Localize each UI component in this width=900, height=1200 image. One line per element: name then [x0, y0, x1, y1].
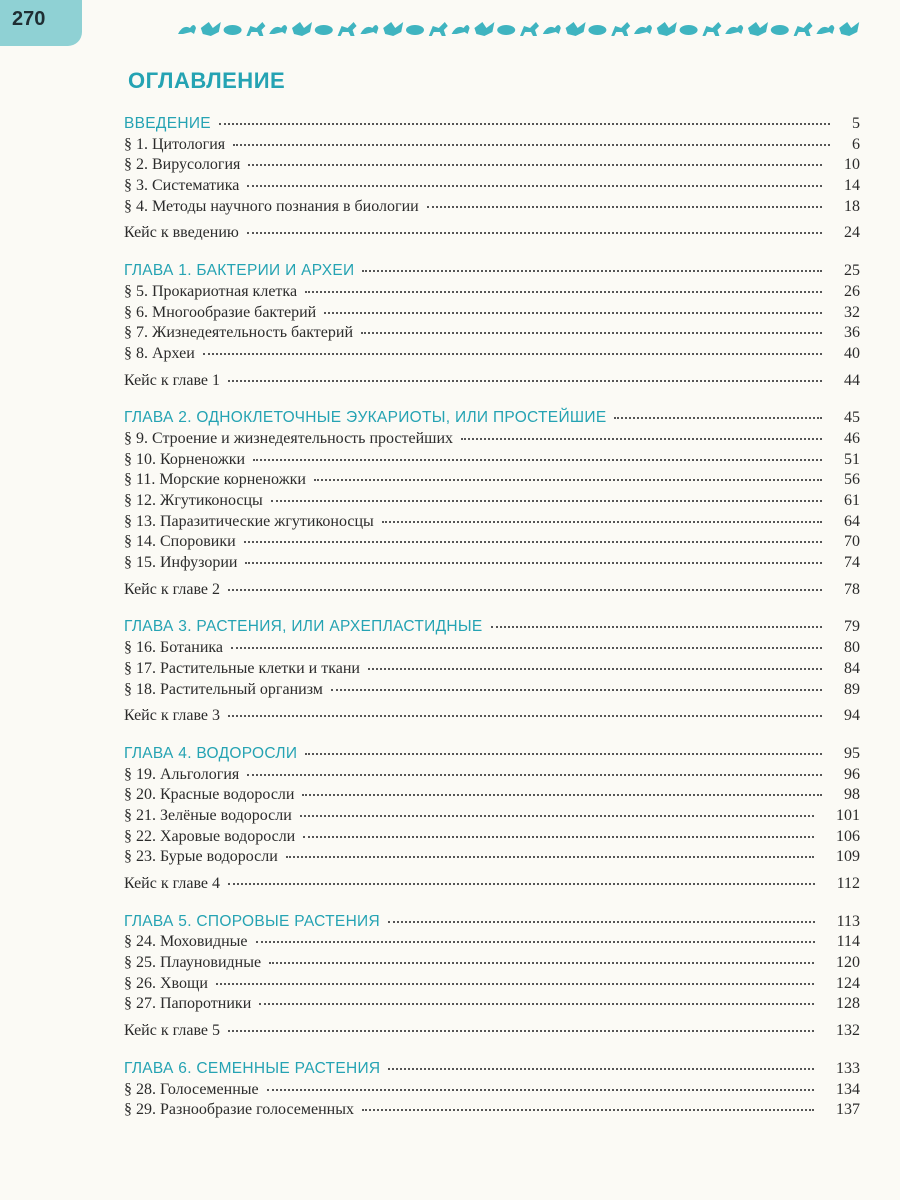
- entry-title: Кейс к главе 5: [124, 1022, 220, 1040]
- entry-page-number: 5: [852, 115, 860, 132]
- toc-section: [124, 1059, 860, 1121]
- animal-silhouette-icon: [611, 22, 630, 36]
- dot-leader: [314, 479, 822, 481]
- toc-entry[interactable]: [124, 197, 860, 218]
- dot-leader: [253, 459, 822, 461]
- entry-title: § 27. Папоротники: [124, 995, 252, 1013]
- dot-leader: [324, 312, 822, 314]
- entry-page-number: 114: [836, 933, 860, 951]
- case-entry[interactable]: [124, 706, 860, 727]
- entry-page-number: 78: [844, 580, 860, 598]
- entry-page-number: 70: [844, 533, 860, 551]
- case-entry[interactable]: [124, 1021, 860, 1042]
- entry-title: § 25. Плауновидные: [124, 954, 262, 972]
- page-number: 270: [12, 8, 46, 30]
- dot-leader: [216, 983, 814, 985]
- entry-page-number: 95: [844, 744, 860, 762]
- dot-leader: [256, 941, 815, 943]
- toc-entry[interactable]: [124, 344, 860, 365]
- entry-page-number: 46: [844, 429, 860, 447]
- entry-page-number: 80: [844, 639, 860, 657]
- entry-title: § 16. Ботаника: [124, 639, 224, 657]
- animal-silhouette-icon: [429, 22, 448, 36]
- toc-entry[interactable]: [124, 953, 860, 974]
- animal-silhouette-icon: [201, 22, 221, 36]
- toc-entry[interactable]: [124, 806, 860, 827]
- entry-page-number: 45: [844, 409, 860, 427]
- animal-silhouette-icon: [246, 22, 265, 36]
- entry-title: ГЛАВА 1. БАКТЕРИИ И АРХЕИ: [124, 262, 355, 280]
- toc-section: [124, 912, 860, 1042]
- animal-silhouette-icon: [566, 22, 586, 36]
- dot-leader: [362, 270, 822, 272]
- entry-page-number: 106: [836, 827, 860, 845]
- dot-leader: [286, 856, 814, 858]
- animal-silhouette-icon: [748, 22, 768, 36]
- toc-entry[interactable]: [124, 785, 860, 806]
- entry-page-number: 64: [844, 512, 860, 530]
- animal-silhouette-icon: [543, 25, 561, 34]
- entry-title: § 15. Инфузории: [124, 554, 238, 572]
- toc-section: [124, 408, 860, 600]
- entry-page-number: 124: [836, 974, 860, 992]
- animal-silhouette-icon: [338, 22, 357, 36]
- entry-page-number: 32: [844, 303, 860, 321]
- entry-page-number: 24: [844, 224, 860, 242]
- animal-silhouette-icon: [406, 25, 424, 35]
- animal-silhouette-icon: [383, 22, 403, 36]
- dot-leader: [331, 689, 822, 691]
- toc-entry[interactable]: [124, 491, 860, 512]
- entry-title: § 8. Археи: [124, 344, 195, 362]
- chapter-heading[interactable]: [124, 408, 860, 429]
- dot-leader: [228, 380, 822, 382]
- entry-title: § 12. Жгутиконосцы: [124, 492, 263, 509]
- animal-silhouette-icon: [452, 25, 470, 34]
- animal-silhouette-icon: [816, 25, 834, 34]
- entry-title: Кейс к главе 1: [124, 371, 220, 389]
- page-number-tab: [0, 0, 82, 46]
- animal-silhouette-icon: [657, 22, 677, 36]
- dot-leader: [303, 836, 814, 838]
- dot-leader: [233, 144, 830, 146]
- entry-page-number: 10: [844, 156, 860, 174]
- toc-entry[interactable]: [124, 638, 860, 659]
- dot-leader: [228, 883, 815, 885]
- entry-title: § 23. Бурые водоросли: [124, 848, 278, 866]
- entry-page-number: 109: [836, 848, 860, 866]
- entry-page-number: 25: [844, 262, 860, 280]
- entry-title: Кейс к главе 4: [124, 875, 220, 892]
- toc-entry[interactable]: [124, 512, 860, 533]
- dot-leader: [305, 753, 822, 755]
- dot-leader: [388, 921, 815, 923]
- entry-page-number: 132: [836, 1022, 860, 1040]
- entry-title: § 17. Растительные клетки и ткани: [124, 659, 360, 677]
- dot-leader: [427, 206, 822, 208]
- toc-entry[interactable]: [124, 135, 860, 156]
- entry-page-number: 6: [852, 135, 860, 153]
- dot-leader: [228, 1030, 814, 1032]
- chapter-heading[interactable]: [124, 114, 860, 135]
- toc-entry[interactable]: [124, 680, 860, 701]
- animal-silhouette-icon: [292, 22, 312, 36]
- entry-title: Кейс к введению: [124, 224, 239, 242]
- animal-silhouette-icon: [794, 22, 813, 36]
- entry-title: ГЛАВА 2. ОДНОКЛЕТОЧНЫЕ ЭУКАРИОТЫ, ИЛИ ПРОСТЕЙШИЕ: [124, 409, 607, 427]
- entry-title: § 1. Цитология: [124, 135, 226, 153]
- animal-silhouette-icon: [360, 25, 378, 34]
- entry-page-number: 18: [844, 197, 860, 215]
- dot-leader: [491, 626, 822, 628]
- entry-title: § 28. Голосеменные: [124, 1080, 259, 1098]
- dot-leader: [219, 123, 830, 125]
- dot-leader: [267, 1089, 814, 1091]
- dot-leader: [461, 438, 822, 440]
- page-title: ОГЛАВЛЕНИЕ: [128, 68, 286, 93]
- entry-page-number: 89: [844, 680, 860, 698]
- toc-entry[interactable]: [124, 429, 860, 450]
- case-entry[interactable]: [124, 371, 860, 392]
- dot-leader: [245, 562, 822, 564]
- entry-page-number: 101: [836, 806, 860, 824]
- entry-page-number: 128: [836, 995, 860, 1013]
- toc-entry[interactable]: [124, 994, 860, 1015]
- dot-leader: [203, 353, 822, 355]
- toc-entry[interactable]: [124, 827, 860, 848]
- entry-title: § 21. Зелёные водоросли: [124, 806, 292, 824]
- dot-leader: [247, 774, 822, 776]
- entry-title: § 3. Систематика: [124, 177, 240, 195]
- animal-silhouette-icon: [702, 22, 721, 36]
- dot-leader: [247, 232, 822, 234]
- chapter-heading[interactable]: [124, 912, 860, 933]
- dot-leader: [247, 185, 822, 187]
- table-of-contents: [124, 114, 860, 1138]
- entry-title: § 19. Альгология: [124, 765, 240, 783]
- entry-title: § 9. Строение и жизнедеятельность простейших: [124, 429, 454, 447]
- animal-silhouette-icon: [839, 22, 859, 36]
- entry-title: ГЛАВА 3. РАСТЕНИЯ, ИЛИ АРХЕПЛАСТИДНЫЕ: [124, 618, 483, 636]
- animal-silhouette-icon: [315, 25, 333, 35]
- toc-entry[interactable]: [124, 303, 860, 324]
- toc-entry[interactable]: [124, 282, 860, 303]
- entry-page-number: 79: [844, 618, 860, 636]
- entry-title: ГЛАВА 5. СПОРОВЫЕ РАСТЕНИЯ: [124, 912, 380, 930]
- toc-section: [124, 114, 860, 244]
- toc-section: [124, 744, 860, 895]
- toc-entry[interactable]: [124, 765, 860, 786]
- toc-entry[interactable]: [124, 470, 860, 491]
- dot-leader: [361, 332, 822, 334]
- animal-silhouette-icon: [771, 25, 789, 35]
- entry-title: § 10. Корненожки: [124, 450, 246, 468]
- entry-page-number: 134: [836, 1080, 860, 1098]
- entry-page-number: 84: [844, 659, 860, 677]
- toc-entry[interactable]: [124, 155, 860, 176]
- entry-page-number: 120: [836, 954, 860, 972]
- entry-page-number: 98: [844, 786, 860, 804]
- entry-title: § 26. Хвощи: [124, 974, 208, 992]
- entry-title: § 29. Разнообразие голосеменных: [124, 1101, 354, 1119]
- dot-leader: [259, 1003, 814, 1005]
- dot-leader: [302, 794, 822, 796]
- animal-silhouettes-border: [172, 16, 862, 42]
- entry-page-number: 113: [836, 912, 860, 930]
- entry-title: § 24. Моховидные: [124, 933, 248, 951]
- toc-entry[interactable]: [124, 1100, 860, 1121]
- toc-entry[interactable]: [124, 974, 860, 995]
- entry-title: § 22. Харовые водоросли: [124, 827, 296, 845]
- chapter-heading[interactable]: [124, 1059, 860, 1080]
- entry-title: § 7. Жизнедеятельность бактерий: [124, 324, 354, 342]
- dot-leader: [269, 962, 814, 964]
- entry-title: § 6. Многообразие бактерий: [124, 303, 317, 321]
- dot-leader: [271, 500, 822, 502]
- animal-silhouette-icon: [269, 25, 287, 34]
- dot-leader: [248, 164, 822, 166]
- entry-title: § 2. Вирусология: [124, 156, 241, 174]
- entry-page-number: 94: [844, 707, 860, 725]
- animal-silhouette-icon: [520, 22, 539, 36]
- entry-title: § 13. Паразитические жгутиконосцы: [124, 512, 374, 530]
- entry-title: ГЛАВА 6. СЕМЕННЫЕ РАСТЕНИЯ: [124, 1059, 381, 1077]
- toc-entry[interactable]: [124, 553, 860, 574]
- animal-silhouette-icon: [634, 25, 652, 34]
- dot-leader: [362, 1109, 814, 1111]
- case-entry[interactable]: [124, 223, 860, 244]
- dot-leader: [231, 647, 822, 649]
- toc-section: [124, 261, 860, 391]
- toc-section: [124, 617, 860, 726]
- dot-leader: [614, 417, 822, 419]
- dot-leader: [228, 589, 822, 591]
- case-entry[interactable]: [124, 580, 860, 601]
- toc-entry[interactable]: [124, 659, 860, 680]
- dot-leader: [300, 815, 814, 817]
- entry-page-number: 40: [844, 344, 860, 362]
- toc-entry[interactable]: [124, 847, 860, 868]
- entry-page-number: 133: [836, 1059, 860, 1077]
- dot-leader: [305, 291, 822, 293]
- animal-silhouette-icon: [224, 25, 242, 35]
- dot-leader: [228, 715, 822, 717]
- dot-leader: [388, 1068, 814, 1070]
- toc-entry[interactable]: [124, 323, 860, 344]
- chapter-heading[interactable]: [124, 744, 860, 765]
- entry-page-number: 51: [844, 450, 860, 468]
- entry-title: § 5. Прокариотная клетка: [124, 282, 298, 300]
- animal-silhouette-icon: [680, 25, 698, 35]
- entry-title: § 14. Споровики: [124, 533, 236, 551]
- entry-title: ГЛАВА 4. ВОДОРОСЛИ: [124, 744, 298, 762]
- dot-leader: [244, 541, 822, 543]
- toc-entry[interactable]: [124, 176, 860, 197]
- toc-entry[interactable]: [124, 1080, 860, 1101]
- animal-silhouette-icon: [725, 25, 743, 34]
- animal-silhouette-icon: [497, 25, 515, 35]
- animal-silhouette-icon: [588, 25, 606, 35]
- entry-page-number: 74: [844, 554, 860, 572]
- entry-page-number: 96: [844, 765, 860, 783]
- entry-page-number: 14: [844, 177, 860, 195]
- entry-page-number: 44: [844, 371, 860, 389]
- toc-entry[interactable]: [124, 932, 860, 953]
- chapter-heading[interactable]: [124, 261, 860, 282]
- dot-leader: [368, 668, 822, 670]
- chapter-heading[interactable]: [124, 617, 860, 638]
- entry-title: Кейс к главе 3: [124, 707, 220, 725]
- animal-silhouette-icon: [474, 22, 494, 36]
- entry-page-number: 36: [844, 324, 860, 342]
- toc-entry[interactable]: [124, 450, 860, 471]
- entry-title: § 18. Растительный организм: [124, 680, 323, 698]
- toc-entry[interactable]: [124, 532, 860, 553]
- entry-page-number: 112: [836, 875, 860, 892]
- entry-title: § 4. Методы научного познания в биологии: [124, 197, 419, 215]
- entry-title: § 20. Красные водоросли: [124, 786, 295, 804]
- entry-page-number: 137: [836, 1101, 860, 1119]
- entry-page-number: 61: [844, 492, 860, 509]
- entry-page-number: 26: [844, 282, 860, 300]
- animal-silhouette-icon: [178, 25, 196, 34]
- entry-title: § 11. Морские корненожки: [124, 471, 306, 489]
- case-entry[interactable]: [124, 874, 860, 895]
- entry-title: Кейс к главе 2: [124, 580, 220, 598]
- dot-leader: [382, 521, 822, 523]
- entry-page-number: 56: [844, 471, 860, 489]
- entry-title: ВВЕДЕНИЕ: [124, 115, 211, 132]
